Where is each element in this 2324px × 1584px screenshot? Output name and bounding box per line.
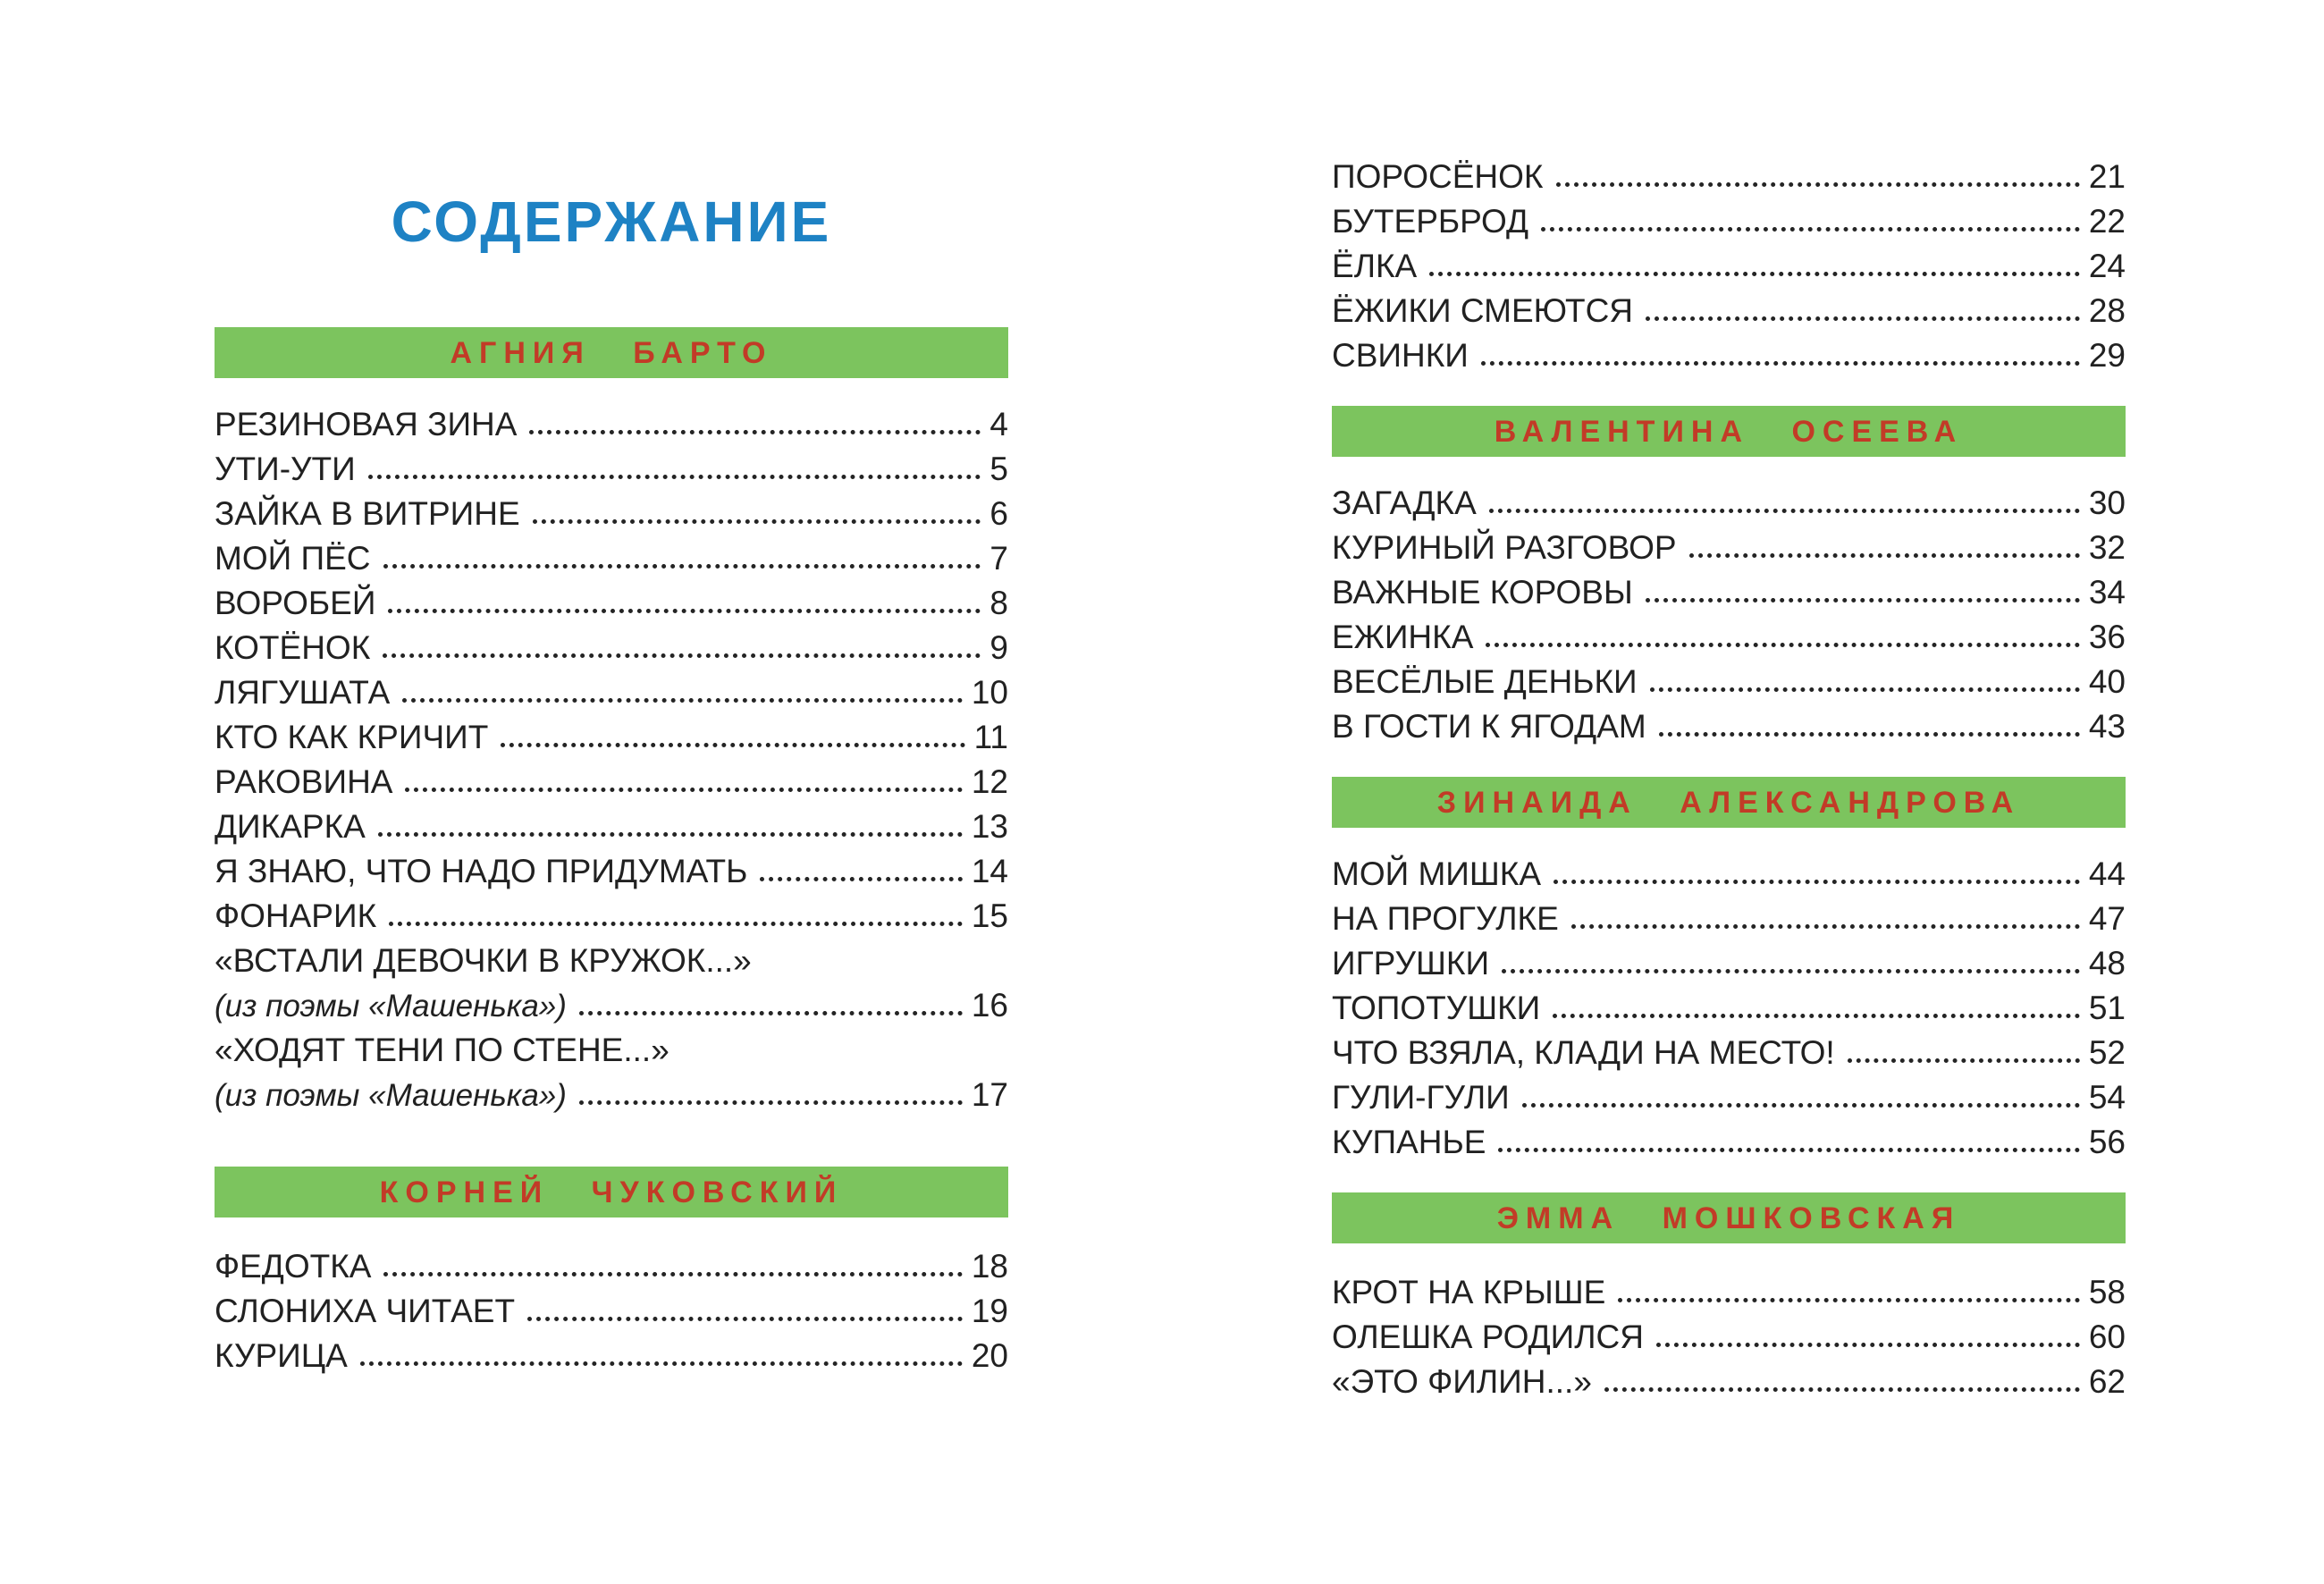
dots-leader (501, 743, 964, 747)
toc-entry-list (1332, 847, 2126, 1160)
toc-entry (1332, 700, 2126, 745)
entry-title: СЛОНИХА ЧИТАЕТ (215, 1292, 516, 1329)
toc-entry (1332, 566, 2126, 611)
entry-page-number: 9 (989, 628, 1008, 666)
dots-leader (1646, 598, 2080, 602)
entry-page-number: 54 (2088, 1079, 2126, 1116)
dots-leader (405, 788, 962, 792)
entry-page-number: 22 (2088, 203, 2126, 240)
entry-title: КУРИНЫЙ РАЗГОВОР (1332, 529, 1677, 567)
toc-entry (215, 487, 1008, 532)
dots-leader (760, 877, 962, 881)
entry-title: РЕЗИНОВАЯ ЗИНА (215, 405, 518, 442)
toc-entry (1332, 1355, 2126, 1400)
dots-leader (389, 922, 963, 926)
entry-page-number: 16 (971, 986, 1008, 1024)
entry-title: СВИНКИ (1332, 337, 1469, 375)
dots-leader (1489, 509, 2080, 513)
entry-title: ЗАЙКА В ВИТРИНЕ (215, 494, 520, 532)
entry-title: ФЕДОТКА (215, 1247, 372, 1285)
entry-title: ДИКАРКА (215, 807, 366, 845)
dots-leader (1429, 272, 2080, 276)
right-column (1332, 0, 2126, 1400)
entry-page-number: 62 (2088, 1363, 2126, 1401)
toc-entry-list (215, 1240, 1008, 1374)
dots-leader (383, 564, 981, 569)
entry-page-number: 48 (2088, 945, 2126, 982)
entry-title: ТОПОТУШКИ (1332, 990, 1541, 1027)
entry-page-number: 51 (2088, 990, 2126, 1027)
section-heading-label: ЭММА МОШКОВСКАЯ (1496, 1201, 1961, 1235)
entry-title: Я ЗНАЮ, ЧТО НАДО ПРИДУМАТЬ (215, 852, 748, 889)
dots-leader (529, 430, 981, 434)
entry-page-number: 21 (2088, 158, 2126, 196)
dots-leader (1571, 924, 2080, 929)
dots-leader (1656, 1343, 2080, 1347)
toc-entry (215, 577, 1008, 621)
entry-title: ЗАГАДКА (1332, 484, 1477, 522)
entry-title: ОЛЕШКА РОДИЛСЯ (1332, 1319, 1644, 1356)
dots-leader (388, 609, 981, 613)
entry-title: ВАЖНЫЕ КОРОВЫ (1332, 574, 1633, 611)
toc-entry (215, 442, 1008, 487)
toc-entry (1332, 521, 2126, 566)
entry-title: КРОТ НА КРЫШЕ (1332, 1274, 1606, 1311)
toc-entry (215, 1024, 1008, 1068)
entry-page-number: 36 (2088, 619, 2126, 656)
entry-page-number: 52 (2088, 1034, 2126, 1072)
entry-page-number: 8 (989, 584, 1008, 621)
toc-entry (215, 711, 1008, 755)
entry-title: ИГРУШКИ (1332, 945, 1490, 982)
toc-entry (1332, 476, 2126, 521)
section-heading-label: КОРНЕЙ ЧУКОВСКИЙ (379, 1175, 844, 1209)
dots-leader (1556, 182, 2080, 187)
entry-page-number: 40 (2088, 663, 2126, 701)
entry-page-number: 20 (971, 1336, 1008, 1374)
entry-title: МОЙ МИШКА (1332, 855, 1542, 893)
dots-leader (1604, 1387, 2080, 1392)
dots-leader (383, 1272, 962, 1276)
entry-page-number: 13 (971, 807, 1008, 845)
toc-entry-list (215, 398, 1008, 1113)
entry-title: ПОРОСЁНОК (1332, 158, 1544, 196)
entry-page-number: 47 (2088, 900, 2126, 938)
dots-leader (1481, 361, 2080, 366)
dots-leader (1541, 227, 2080, 232)
entry-page-number: 32 (2088, 529, 2126, 567)
dots-leader (1618, 1298, 2080, 1302)
entry-title: В ГОСТИ К ЯГОДАМ (1332, 708, 1646, 746)
toc-entry (215, 621, 1008, 666)
entry-title: ГУЛИ-ГУЛИ (1332, 1079, 1510, 1116)
entry-page-number: 12 (971, 763, 1008, 800)
toc-entry (1332, 1116, 2126, 1160)
entry-title: ЧТО ВЗЯЛА, КЛАДИ НА МЕСТО! (1332, 1034, 1835, 1072)
dots-leader (368, 475, 981, 479)
section-banner (1332, 777, 2126, 828)
dots-leader (579, 1011, 963, 1015)
dots-leader (579, 1100, 963, 1105)
toc-entry (1332, 329, 2126, 374)
entry-title: РАКОВИНА (215, 763, 393, 800)
toc-entry (1332, 1071, 2126, 1116)
dots-leader (527, 1317, 963, 1321)
dots-leader (1689, 553, 2080, 558)
entry-page-number: 24 (2088, 248, 2126, 285)
entry-page-number: 30 (2088, 484, 2126, 522)
entry-title: КТО КАК КРИЧИТ (215, 718, 489, 755)
dots-leader (1486, 643, 2079, 647)
toc-entry (215, 1285, 1008, 1329)
entry-title: НА ПРОГУЛКЕ (1332, 900, 1559, 938)
entry-title: ЕЖИНКА (1332, 619, 1474, 656)
entry-page-number: 7 (989, 539, 1008, 577)
entry-page-number: 17 (971, 1075, 1008, 1113)
toc-entry (215, 1329, 1008, 1374)
entry-title: КУРИЦА (215, 1336, 348, 1374)
section-heading-label: ЗИНАИДА АЛЕКСАНДРОВА (1436, 786, 2021, 820)
dots-leader (1553, 1014, 2080, 1018)
toc-entry (1332, 1266, 2126, 1310)
entry-title: ЁЖИКИ СМЕЮТСЯ (1332, 292, 1634, 330)
entry-title: (из поэмы «Машенька») (215, 988, 567, 1024)
entry-title: «ЭТО ФИЛИН...» (1332, 1363, 1592, 1401)
entry-title: ВОРОБЕЙ (215, 584, 376, 621)
dots-leader (1848, 1058, 2080, 1063)
toc-entry (215, 1240, 1008, 1285)
toc-entry (215, 800, 1008, 845)
entry-page-number: 4 (989, 405, 1008, 442)
entry-title: КУПАНЬЕ (1332, 1124, 1486, 1161)
entry-page-number: 60 (2088, 1319, 2126, 1356)
entry-page-number: 58 (2088, 1274, 2126, 1311)
entry-title: УТИ-УТИ (215, 450, 356, 487)
entry-page-number: 14 (971, 852, 1008, 889)
toc-entry (1332, 195, 2126, 240)
entry-page-number: 11 (973, 718, 1008, 755)
entry-title: «ХОДЯТ ТЕНИ ПО СТЕНЕ...» (215, 1031, 669, 1068)
toc-entry (1332, 240, 2126, 284)
dots-leader (1554, 880, 2080, 884)
section-heading-label: АГНИЯ БАРТО (450, 335, 773, 370)
entry-page-number: 56 (2088, 1124, 2126, 1161)
toc-entry (215, 532, 1008, 577)
entry-page-number: 15 (971, 897, 1008, 934)
section-banner (215, 1167, 1008, 1217)
dots-leader (378, 832, 963, 837)
toc-entry (215, 889, 1008, 934)
toc-entry-list (1332, 1266, 2126, 1400)
entry-page-number: 43 (2088, 708, 2126, 746)
entry-page-number: 28 (2088, 292, 2126, 330)
toc-entry-list (1332, 150, 2126, 374)
toc-entry (1332, 1026, 2126, 1071)
toc-entry-list (1332, 476, 2126, 745)
entry-page-number: 6 (989, 494, 1008, 532)
toc-entry (215, 1068, 1008, 1113)
toc-entry (215, 845, 1008, 889)
toc-entry (215, 398, 1008, 442)
toc-entry (1332, 937, 2126, 982)
contents-title: СОДЕРЖАНИЕ (391, 190, 832, 254)
toc-entry (1332, 982, 2126, 1026)
entry-title: КОТЁНОК (215, 628, 371, 666)
dots-leader (1650, 687, 2080, 692)
section-heading-label: ВАЛЕНТИНА ОСЕЕВА (1494, 415, 1964, 449)
entry-title: БУТЕРБРОД (1332, 203, 1529, 240)
toc-entry (215, 934, 1008, 979)
dots-leader (360, 1361, 963, 1366)
toc-entry (215, 979, 1008, 1024)
dots-leader (1659, 732, 2080, 737)
entry-page-number: 34 (2088, 574, 2126, 611)
entry-page-number: 44 (2088, 855, 2126, 893)
entry-page-number: 29 (2088, 337, 2126, 375)
toc-entry (1332, 150, 2126, 195)
toc-entry (1332, 1310, 2126, 1355)
dots-leader (1646, 316, 2080, 321)
toc-entry (215, 755, 1008, 800)
dots-leader (533, 519, 981, 524)
entry-title: ЛЯГУШАТА (215, 673, 391, 711)
section-banner (1332, 1192, 2126, 1243)
left-column (215, 0, 1008, 1374)
entry-title: ВЕСЁЛЫЕ ДЕНЬКИ (1332, 663, 1638, 701)
entry-title: «ВСТАЛИ ДЕВОЧКИ В КРУЖОК...» (215, 941, 752, 979)
toc-entry (1332, 611, 2126, 655)
entry-title: МОЙ ПЁС (215, 539, 371, 577)
dots-leader (1502, 969, 2080, 973)
dots-leader (1498, 1148, 2079, 1152)
entry-page-number: 19 (971, 1292, 1008, 1329)
entry-page-number: 10 (971, 673, 1008, 711)
entry-title: ФОНАРИК (215, 897, 377, 934)
dots-leader (1522, 1103, 2080, 1108)
dots-leader (402, 698, 963, 703)
toc-entry (1332, 892, 2126, 937)
dots-leader (383, 653, 981, 658)
section-banner (1332, 406, 2126, 457)
entry-page-number: 18 (971, 1247, 1008, 1285)
toc-entry (1332, 655, 2126, 700)
toc-entry (1332, 284, 2126, 329)
toc-entry (1332, 847, 2126, 892)
entry-title: ЁЛКА (1332, 248, 1418, 285)
entry-page-number: 5 (989, 450, 1008, 487)
toc-entry (215, 666, 1008, 711)
entry-title: (из поэмы «Машенька») (215, 1077, 567, 1113)
section-banner (215, 327, 1008, 378)
